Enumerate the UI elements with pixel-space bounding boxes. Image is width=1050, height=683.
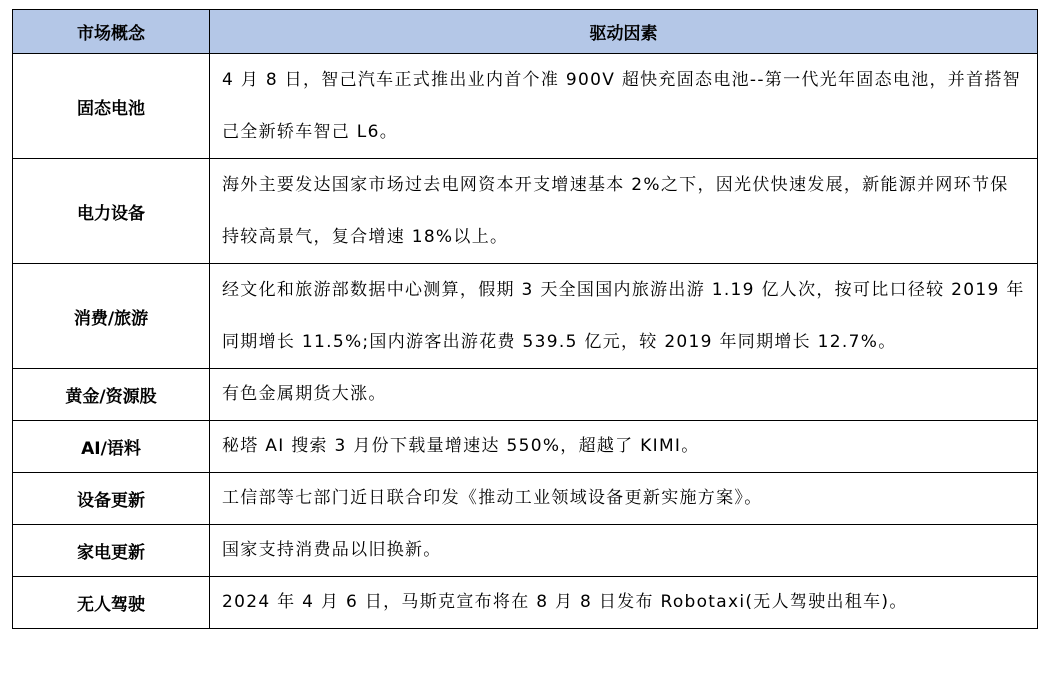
concept-cell: 设备更新 <box>13 473 210 525</box>
table-row <box>13 264 1038 369</box>
concept-cell: 无人驾驶 <box>13 577 210 629</box>
table-row <box>13 369 1038 421</box>
concept-cell: 家电更新 <box>13 525 210 577</box>
concept-cell: 黄金/资源股 <box>13 369 210 421</box>
driver-cell: 国家支持消费品以旧换新。 <box>210 525 1038 577</box>
header-row <box>13 10 1038 54</box>
driver-cell: 工信部等七部门近日联合印发《推动工业领域设备更新实施方案》。 <box>210 473 1038 525</box>
header-driver: 驱动因素 <box>210 10 1038 54</box>
driver-cell: 有色金属期货大涨。 <box>210 369 1038 421</box>
market-concepts-table <box>12 9 1038 629</box>
driver-cell: 2024 年 4 月 6 日，马斯克宣布将在 8 月 8 日发布 Robotaxi(无人驾驶出租车)。 <box>210 577 1038 629</box>
table-row <box>13 421 1038 473</box>
concept-cell: 消费/旅游 <box>13 264 210 369</box>
table-row <box>13 473 1038 525</box>
table-row <box>13 577 1038 629</box>
driver-cell: 秘塔 AI 搜索 3 月份下载量增速达 550%，超越了 KIMI。 <box>210 421 1038 473</box>
table-row <box>13 159 1038 264</box>
table-row <box>13 525 1038 577</box>
driver-cell: 4 月 8 日，智己汽车正式推出业内首个准 900V 超快充固态电池--第一代光年固态电池，并首搭智己全新轿车智己 L6。 <box>210 54 1038 159</box>
table-header <box>13 10 1038 54</box>
concept-cell: 固态电池 <box>13 54 210 159</box>
concept-cell: AI/语料 <box>13 421 210 473</box>
concept-cell: 电力设备 <box>13 159 210 264</box>
table-row <box>13 54 1038 159</box>
header-concept: 市场概念 <box>13 10 210 54</box>
driver-cell: 海外主要发达国家市场过去电网资本开支增速基本 2%之下，因光伏快速发展，新能源并网环节保持较高景气，复合增速 18%以上。 <box>210 159 1038 264</box>
table-body <box>13 54 1038 629</box>
driver-cell: 经文化和旅游部数据中心测算，假期 3 天全国国内旅游出游 1.19 亿人次，按可比口径较 2019 年同期增长 11.5%;国内游客出游花费 539.5 亿元，较 2019 年同期增长 12.7%。 <box>210 264 1038 369</box>
